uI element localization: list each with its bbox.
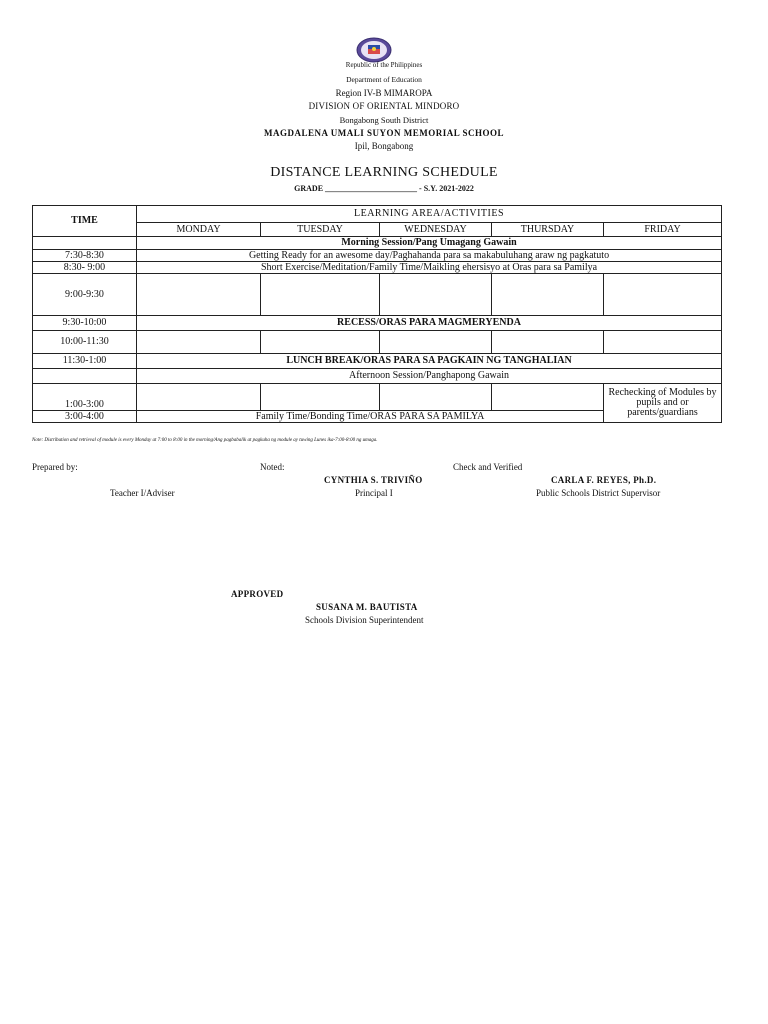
time-cell: 8:30- 9:00 (33, 262, 137, 274)
district-line: Bongabong South District (339, 115, 429, 125)
table-row (33, 354, 722, 369)
region-line: Region IV-B MIMAROPA (335, 88, 433, 98)
lunch-break-cell: LUNCH BREAK/ORAS PARA SA PAGKAIN NG TANGHALIAN (137, 354, 722, 369)
schedule-table (32, 205, 722, 423)
schedule-cell (604, 274, 722, 316)
schedule-cell (137, 274, 261, 316)
division-line: DIVISION OF ORIENTAL MINDORO (308, 101, 460, 111)
schedule-cell (492, 331, 604, 354)
family-time-cell: Family Time/Bonding Time/ORAS PARA SA PAMILYA (137, 411, 604, 423)
prepared-by-title: Teacher I/Adviser (110, 488, 175, 498)
noted-title: Principal I (355, 488, 393, 498)
schedule-cell (261, 274, 380, 316)
schedule-cell (604, 331, 722, 354)
approved-title: Schools Division Superintendent (305, 615, 424, 625)
schedule-cell (137, 384, 261, 411)
table-header-row (33, 206, 722, 223)
verified-title: Public Schools District Supervisor (536, 488, 661, 498)
approved-label: APPROVED (231, 589, 284, 599)
time-cell: 1:00-3:00 (33, 384, 137, 411)
deped-seal-logo (356, 37, 392, 63)
time-cell (33, 237, 137, 250)
time-cell: 10:00-11:30 (33, 331, 137, 354)
time-header: TIME (33, 206, 137, 237)
table-row (33, 369, 722, 384)
document-title: DISTANCE LEARNING SCHEDULE (270, 165, 498, 180)
schedule-cell (261, 384, 380, 411)
day-monday: MONDAY (137, 223, 261, 237)
schedule-cell (380, 384, 492, 411)
table-row (33, 274, 722, 316)
verified-label: Check and Verified (453, 462, 523, 472)
time-cell: 3:00-4:00 (33, 411, 137, 423)
module-note: Note: Distribution and retrieval of module is every Monday at 7:00 to 8:00 in the morning/Ang pagbabalik at pagkuha ng module ay tuwing Lunes ika-7:00-8:00 ng umaga. (32, 438, 378, 443)
table-row (33, 237, 722, 250)
days-row (33, 223, 722, 237)
grade-line: GRADE _______________________ - S.Y. 2021-2022 (294, 184, 474, 193)
morning-session-label: Morning Session/Pang Umagang Gawain (137, 237, 722, 250)
school-address: Ipil, Bongabong (354, 141, 414, 151)
learning-area-header: LEARNING AREA/ACTIVITIES (137, 206, 722, 223)
time-cell: 9:30-10:00 (33, 316, 137, 331)
approved-name: SUSANA M. BAUTISTA (316, 602, 418, 612)
noted-name: CYNTHIA S. TRIVIÑO (324, 475, 423, 485)
time-cell: 7:30-8:30 (33, 250, 137, 262)
time-cell: 9:00-9:30 (33, 274, 137, 316)
activity-cell: Getting Ready for an awesome day/Paghahanda para sa makabuluhang araw ng pagkatuto (137, 250, 722, 262)
schedule-cell (492, 274, 604, 316)
table-row (33, 262, 722, 274)
schedule-cell (380, 331, 492, 354)
schedule-cell (380, 274, 492, 316)
noted-label: Noted: (260, 462, 285, 472)
time-cell: 11:30-1:00 (33, 354, 137, 369)
schedule-cell (261, 331, 380, 354)
table-row (33, 331, 722, 354)
day-tuesday: TUESDAY (261, 223, 380, 237)
schedule-cell (492, 384, 604, 411)
schedule-cell (137, 331, 261, 354)
recess-cell: RECESS/ORAS PARA MAGMERYENDA (137, 316, 722, 331)
day-thursday: THURSDAY (492, 223, 604, 237)
table-row (33, 384, 722, 411)
verified-name: CARLA F. REYES, Ph.D. (551, 475, 657, 485)
afternoon-session-label: Afternoon Session/Panghapong Gawain (137, 369, 722, 384)
table-row (33, 316, 722, 331)
friday-rechecking-cell: Rechecking of Modules by pupils and or parents/guardians (604, 384, 722, 423)
time-cell (33, 369, 137, 384)
table-row (33, 250, 722, 262)
school-name: MAGDALENA UMALI SUYON MEMORIAL SCHOOL (263, 128, 504, 138)
republic-line: Republic of the Philippines (345, 61, 423, 69)
prepared-by-label: Prepared by: (32, 462, 78, 472)
activity-cell: Short Exercise/Meditation/Family Time/Maikling ehersisyo at Oras para sa Pamilya (137, 262, 722, 274)
department-line: Department of Education (346, 75, 422, 84)
day-friday: FRIDAY (604, 223, 722, 237)
day-wednesday: WEDNESDAY (380, 223, 492, 237)
